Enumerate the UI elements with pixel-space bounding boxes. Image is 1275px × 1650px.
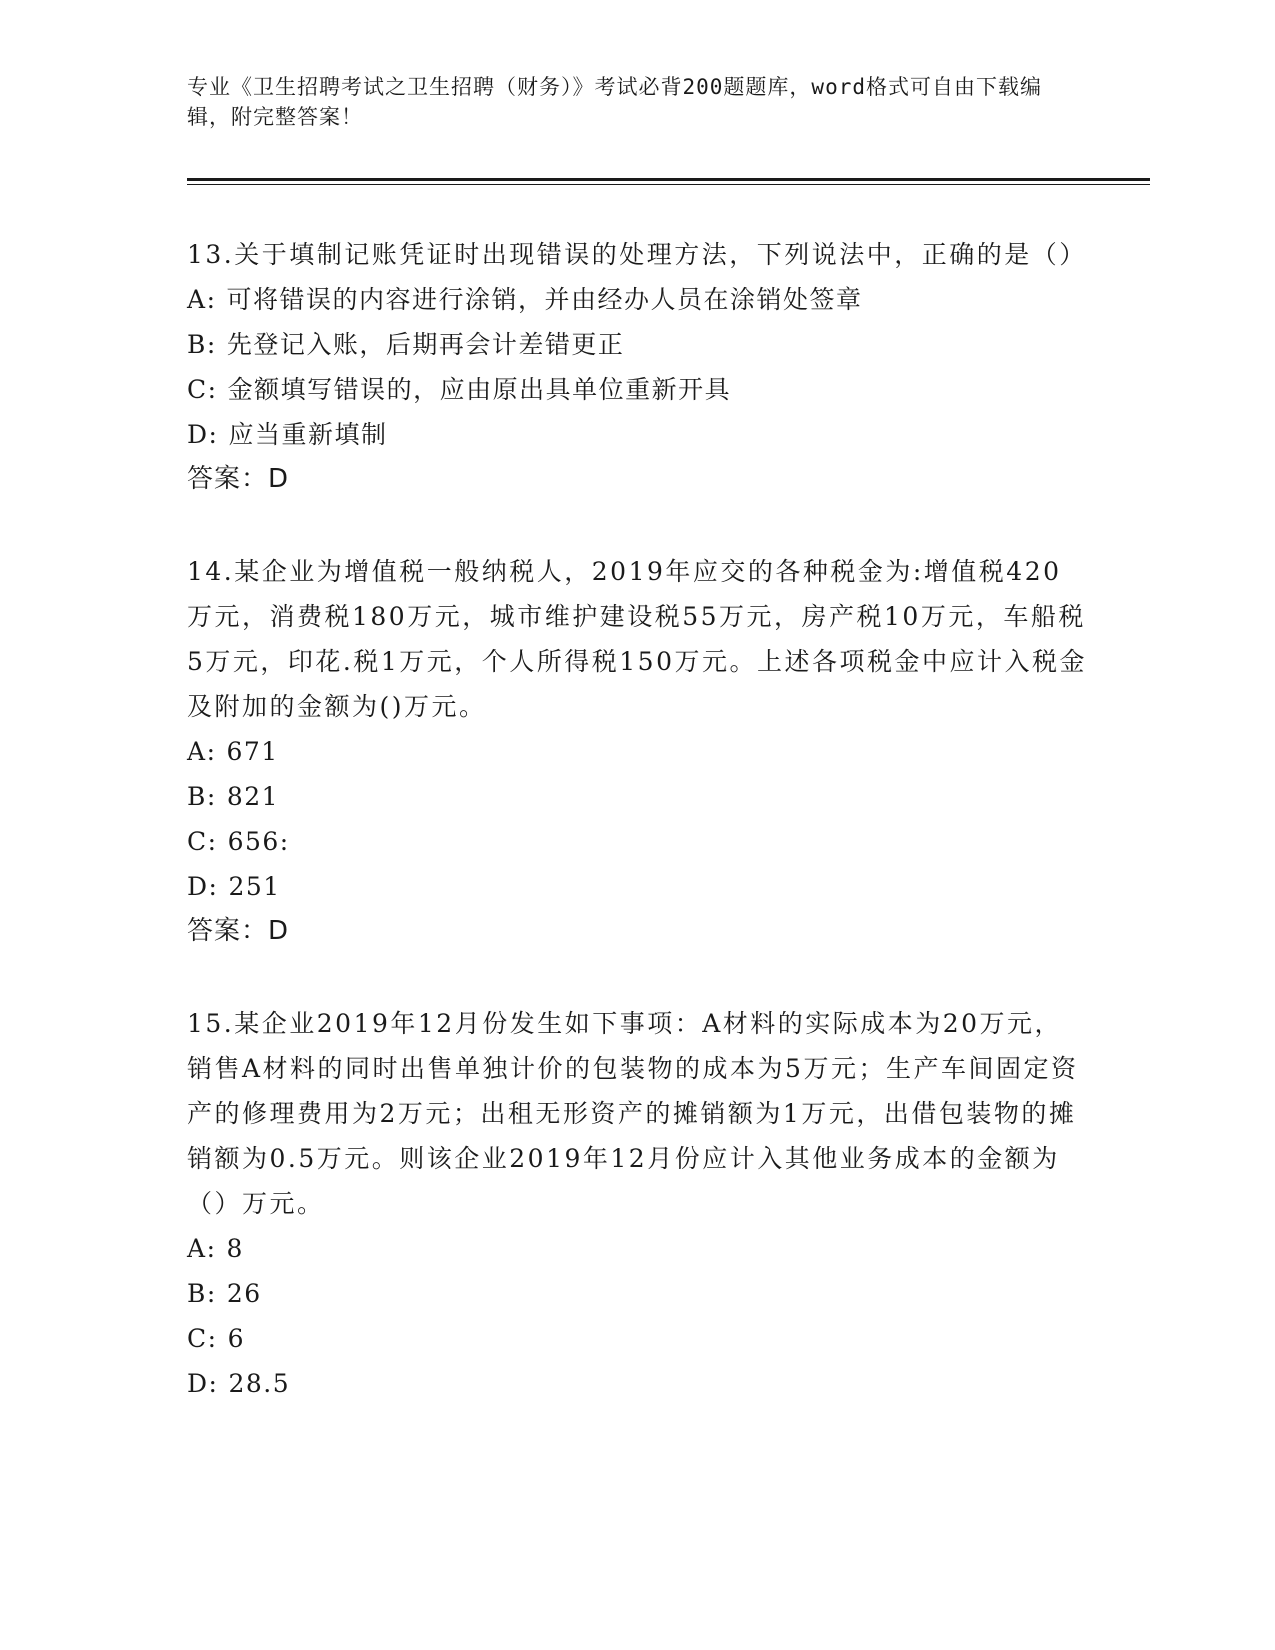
option-key: A — [187, 737, 207, 766]
option-key: C — [187, 1324, 208, 1353]
question-15 — [187, 1001, 1087, 1406]
question-14 — [187, 549, 1087, 954]
option-key: B — [187, 330, 207, 359]
option-text: 656: — [227, 827, 290, 856]
option-text: 251 — [228, 872, 281, 901]
option-b: B: 先登记入账，后期再会计差错更正 — [187, 330, 625, 359]
document-header: 专业《卫生招聘考试之卫生招聘（财务）》考试必背200题题库，word格式可自由下载编辑，附完整答案！ — [187, 75, 1042, 129]
question-list — [187, 232, 1087, 1453]
question-13 — [187, 232, 1087, 502]
option-a: A: 671 — [187, 737, 279, 766]
option-key: C — [187, 827, 208, 856]
header-divider-thick — [187, 178, 1150, 181]
answer-line: 答案：D — [187, 916, 290, 946]
option-a: A: 可将错误的内容进行涂销，并由经办人员在涂销处签章 — [187, 285, 863, 314]
option-a: A: 8 — [187, 1234, 244, 1263]
option-text: 应当重新填制 — [228, 420, 388, 449]
option-text: 6 — [227, 1324, 245, 1353]
answer-line: 答案：D — [187, 464, 290, 494]
option-text: 可将错误的内容进行涂销，并由经办人员在涂销处签章 — [226, 285, 863, 314]
option-c: C: 金额填写错误的，应由原出具单位重新开具 — [187, 375, 732, 404]
option-key: A — [187, 1234, 207, 1263]
option-c: C: 6 — [187, 1324, 245, 1353]
option-text: 28.5 — [228, 1369, 291, 1398]
option-d: D: 28.5 — [187, 1369, 291, 1398]
option-text: 26 — [226, 1279, 262, 1308]
option-d: D: 251 — [187, 872, 281, 901]
option-text: 先登记入账，后期再会计差错更正 — [226, 330, 625, 359]
option-key: D — [187, 420, 209, 449]
option-b: B: 26 — [187, 1279, 262, 1308]
option-key: B — [187, 782, 207, 811]
option-text: 金额填写错误的，应由原出具单位重新开具 — [227, 375, 732, 404]
option-text: 671 — [226, 737, 279, 766]
question-stem: 13.关于填制记账凭证时出现错误的处理方法，下列说法中，正确的是（） — [187, 240, 1087, 269]
option-d: D: 应当重新填制 — [187, 420, 388, 449]
option-key: D — [187, 1369, 209, 1398]
question-stem: 14.某企业为增值税一般纳税人，2019年应交的各种税金为:增值税420万元，消费税180万元，城市维护建设税55万元，房产税10万元，车船税5万元，印花.税1万元，个人所得税150万元。上述各项税金中应计入税金及附加的金额为()万元。 — [187, 557, 1087, 721]
header-divider-thin — [187, 184, 1150, 185]
option-text: 8 — [226, 1234, 244, 1263]
option-text: 821 — [226, 782, 280, 811]
option-c: C: 656: — [187, 827, 290, 856]
option-key: C — [187, 375, 208, 404]
option-b: B: 821 — [187, 782, 280, 811]
option-key: A — [187, 285, 207, 314]
option-key: D — [187, 872, 209, 901]
option-key: B — [187, 1279, 207, 1308]
question-stem: 15.某企业2019年12月份发生如下事项：A材料的实际成本为20万元，销售A材料的同时出售单独计价的包装物的成本为5万元；生产车间固定资产的修理费用为2万元；出租无形资产的摊销额为1万元，出借包装物的摊销额为0.5万元。则该企业2019年12月份应计入其他业务成本的金额为（）万元。 — [187, 1009, 1079, 1218]
